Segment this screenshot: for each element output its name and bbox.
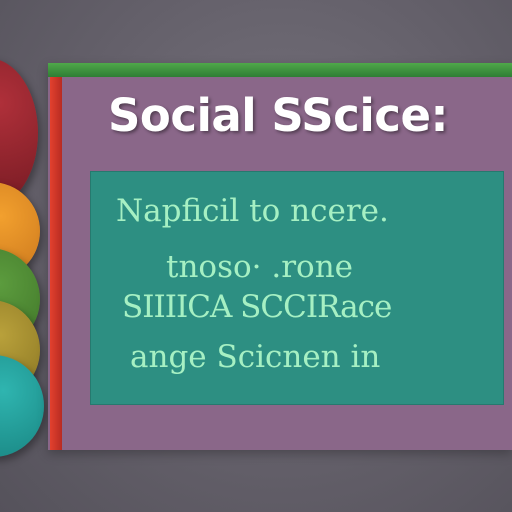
panel-line-4: ange Scicnen in bbox=[130, 339, 381, 375]
panel-line-1: Napficil to ncere. bbox=[116, 193, 389, 229]
board-top-bar bbox=[48, 63, 512, 77]
board-left-bar bbox=[50, 77, 62, 450]
decorative-circle-teal bbox=[0, 355, 44, 457]
title-board bbox=[48, 63, 512, 450]
board-title: Social SScice: bbox=[108, 89, 448, 142]
text-panel bbox=[90, 171, 504, 405]
panel-line-3: SIIIICA SCCIRace bbox=[122, 289, 392, 325]
panel-line-2: tnoso· .rone bbox=[166, 249, 354, 285]
